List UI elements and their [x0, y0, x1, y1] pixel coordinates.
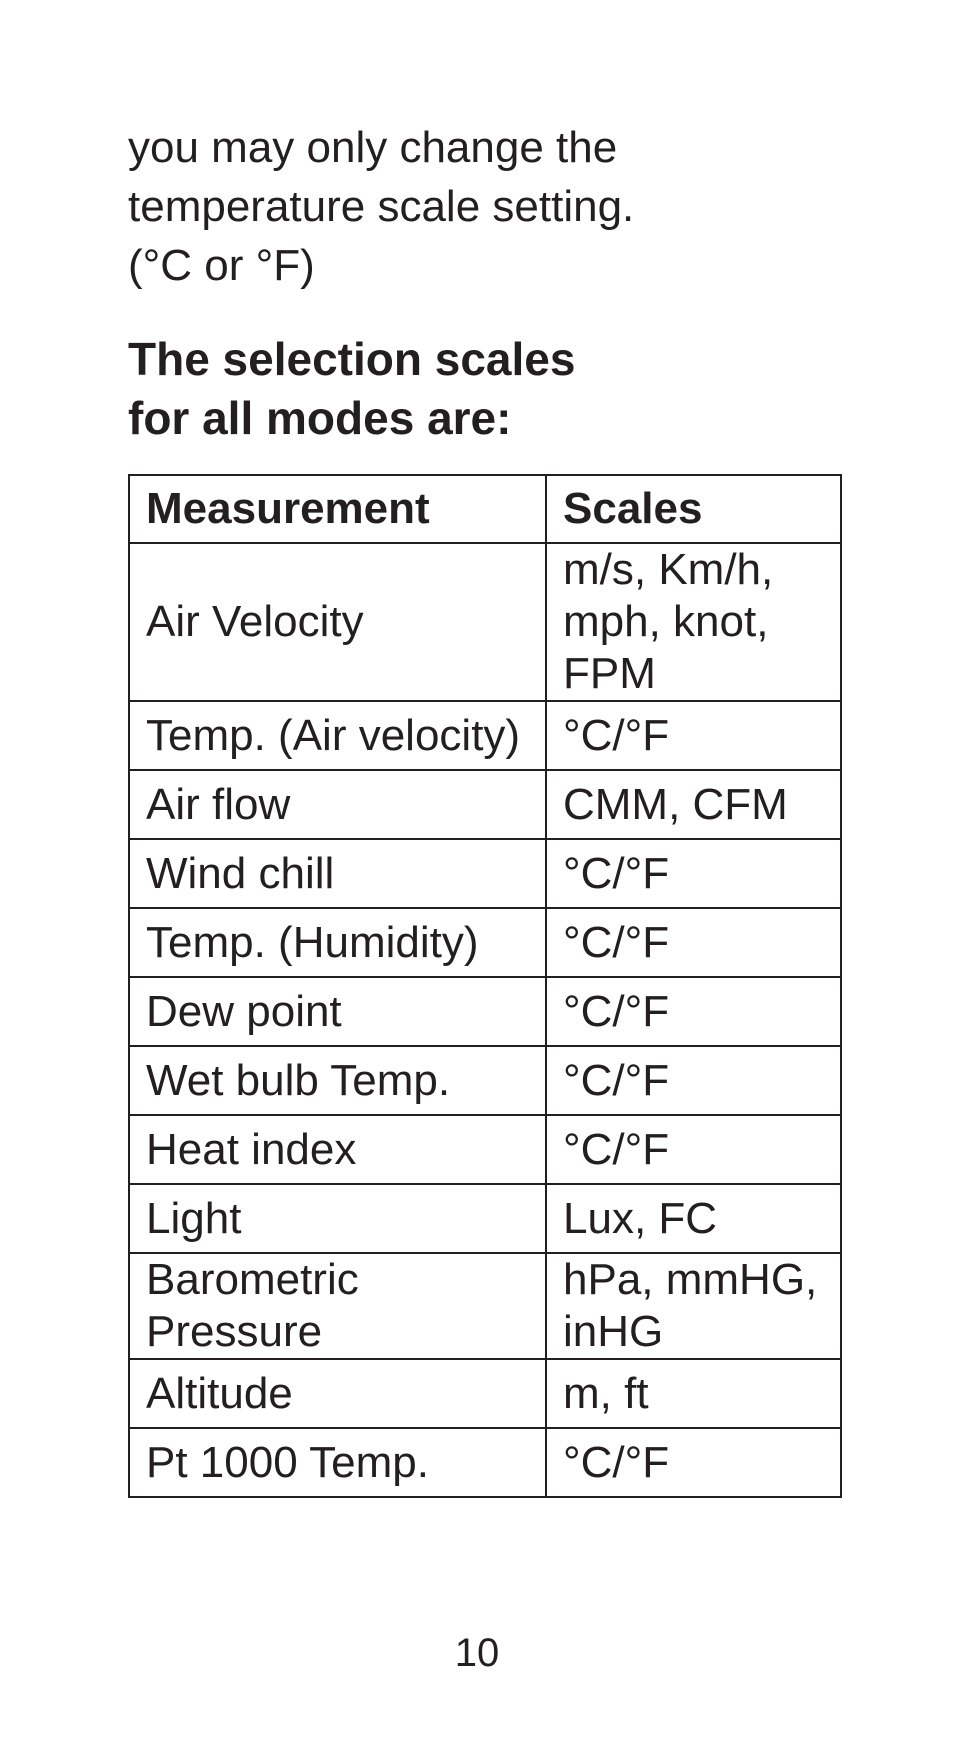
table-row [129, 977, 841, 1046]
scales-cell-line: °C/°F [563, 986, 670, 1036]
scales-cell-line: °C/°F [563, 917, 670, 967]
measurement-cell [129, 1359, 546, 1428]
scales-cell-line: FPM [563, 649, 656, 698]
measurement-cell [129, 1428, 546, 1497]
measurement-cell-line: Wet bulb Temp. [146, 1055, 451, 1105]
measurement-cell-line: Heat index [146, 1124, 357, 1174]
measurement-cell [129, 977, 546, 1046]
measurement-cell-line: Air flow [146, 779, 291, 829]
scales-cell-line: m, ft [563, 1368, 649, 1418]
scales-cell-line: Lux, FC [563, 1193, 718, 1243]
table-row [129, 1253, 841, 1359]
table-row [129, 1046, 841, 1115]
scales-cell [546, 1046, 841, 1115]
scales-cell [546, 770, 841, 839]
heading-line: The selection scales [128, 333, 576, 385]
scales-cell-line: °C/°F [563, 1124, 670, 1174]
measurement-cell [129, 839, 546, 908]
table-row [129, 1115, 841, 1184]
section-heading [128, 330, 888, 448]
table-row [129, 543, 841, 701]
heading-line: for all modes are: [128, 392, 512, 444]
header-scales: Scales [546, 475, 841, 543]
measurement-cell-line: Pressure [146, 1307, 323, 1356]
scales-cell-line: °C/°F [563, 1055, 670, 1105]
table-row [129, 1428, 841, 1497]
scales-cell-line: CMM, CFM [563, 779, 788, 829]
scales-cell [546, 1115, 841, 1184]
scales-cell-line: °C/°F [563, 848, 670, 898]
measurement-cell-line: Pt 1000 Temp. [146, 1437, 429, 1487]
table-header-row [129, 475, 841, 543]
measurement-cell-line: Wind chill [146, 848, 335, 898]
scales-cell [546, 908, 841, 977]
scales-cell [546, 1184, 841, 1253]
measurement-cell-line: Air Velocity [146, 597, 364, 646]
intro-line: (°C or °F) [128, 241, 315, 290]
intro-line: temperature scale setting. [128, 182, 635, 231]
measurement-cell [129, 908, 546, 977]
measurement-cell [129, 1115, 546, 1184]
scales-cell [546, 1359, 841, 1428]
scales-cell-line: °C/°F [563, 1437, 670, 1487]
table-row [129, 770, 841, 839]
scales-table [128, 474, 842, 1498]
measurement-cell-line: Altitude [146, 1368, 293, 1418]
table-row [129, 701, 841, 770]
measurement-cell [129, 770, 546, 839]
scales-cell [546, 1428, 841, 1497]
scales-cell [546, 1253, 841, 1359]
measurement-cell-line: Barometric [146, 1255, 359, 1304]
measurement-cell [129, 701, 546, 770]
scales-cell [546, 839, 841, 908]
scales-cell-line: °C/°F [563, 710, 670, 760]
page-number: 10 [454, 1631, 500, 1675]
measurement-cell-line: Dew point [146, 986, 342, 1036]
measurement-cell-line: Temp. (Humidity) [146, 917, 479, 967]
scales-cell-line: hPa, mmHG, [563, 1255, 818, 1304]
scales-cell-line: m/s, Km/h, [563, 545, 774, 594]
measurement-cell [129, 1046, 546, 1115]
table-body [129, 543, 841, 1497]
scales-cell-line: mph, knot, [563, 597, 769, 646]
header-measurement: Measurement [129, 475, 546, 543]
measurement-cell [129, 1253, 546, 1359]
scales-cell [546, 701, 841, 770]
measurement-cell [129, 1184, 546, 1253]
scales-cell-line: inHG [563, 1307, 664, 1356]
table-row [129, 1359, 841, 1428]
measurement-cell [129, 543, 546, 701]
table-row [129, 908, 841, 977]
measurement-cell-line: Light [146, 1193, 242, 1243]
scales-cell [546, 543, 841, 701]
intro-line: you may only change the [128, 123, 618, 172]
intro-paragraph [128, 118, 888, 295]
measurement-cell-line: Temp. (Air velocity) [146, 710, 521, 760]
table-row [129, 1184, 841, 1253]
table-row [129, 839, 841, 908]
scales-cell [546, 977, 841, 1046]
